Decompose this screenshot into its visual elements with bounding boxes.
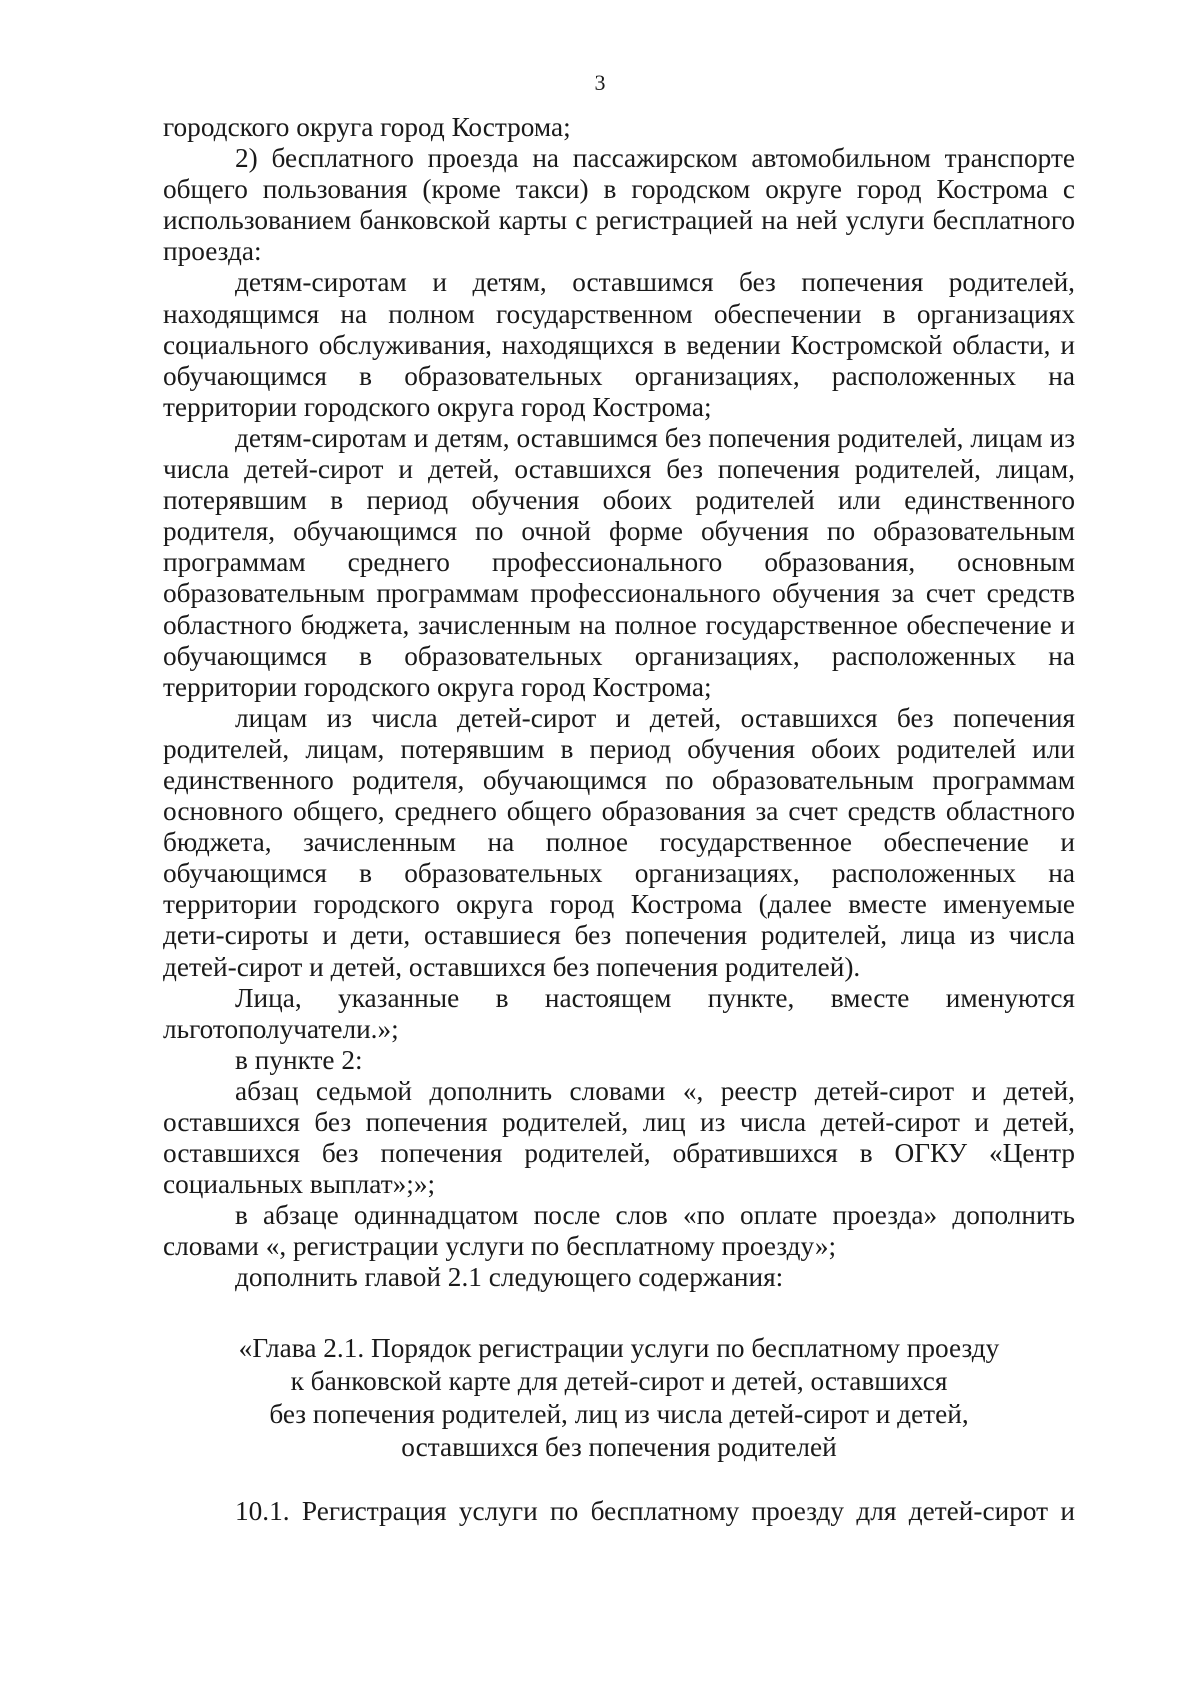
paragraph: 2) бесплатного проезда на пассажирском автомобильном транспорте общего пользования (кроме такси) в городском округе город Кострома с использованием банковской карты с регистрацией на ней услуги бесплатного проезда: — [163, 143, 1075, 267]
page-number: 3 — [594, 70, 606, 95]
chapter-heading-line: к банковской карте для детей-сирот и детей, оставшихся — [290, 1365, 948, 1396]
paragraph-10-1: 10.1. Регистрация услуги по бесплатному проезду для детей-сирот и — [235, 1495, 1075, 1526]
paragraph: городского округа город Кострома; — [163, 112, 571, 142]
chapter-heading — [163, 1332, 1075, 1464]
paragraph: в абзаце одиннадцатом после слов «по оплате проезда» дополнить словами «, регистрации услуги по бесплатному проезду»; — [163, 1200, 1075, 1262]
paragraph: детям-сиротам и детям, оставшимся без попечения родителей, находящимся на полном государственном обеспечении в организациях социального обслуживания, находящихся в ведении Костромской области, и обучающимся в образовательных организациях, расположенных на территории городского округа город Кострома; — [163, 267, 1075, 422]
chapter-heading-line: оставшихся без попечения родителей — [401, 1431, 837, 1462]
paragraph: детям-сиротам и детям, оставшимся без попечения родителей, лицам из числа детей-сирот и детей, оставшихся без попечения родителей, лицам, потерявшим в период обучения обоих родителей или единственного родителя, обучающимся по очной форме обучения по образовательным программам среднего профессионального образования, основным образовательным программам профессионального обучения за счет средств областного бюджета, зачисленным на полное государственное обеспечение и обучающимся в образовательных организациях, расположенных на территории городского округа город Кострома; — [163, 422, 1075, 702]
document-body — [163, 112, 1075, 1527]
paragraph: дополнить главой 2.1 следующего содержания: — [235, 1262, 784, 1293]
paragraph: лицам из числа детей-сирот и детей, оставшихся без попечения родителей, лицам, потерявшим в период обучения обоих родителей или единственного родителя, обучающимся по образовательным программам основного общего, среднего общего образования за счет средств областного бюджета, зачисленным на полное государственное обеспечение и обучающимся в образовательных организациях, расположенных на территории городского округа город Кострома (далее вместе именуемые дети-сироты и дети, оставшиеся без попечения родителей, лица из числа детей-сирот и детей, оставшихся без попечения родителей). — [163, 702, 1075, 982]
paragraph: в пункте 2: — [235, 1044, 363, 1075]
chapter-heading-line: «Глава 2.1. Порядок регистрации услуги по бесплатному проезду — [238, 1332, 1000, 1363]
chapter-heading-line: без попечения родителей, лиц из числа детей-сирот и детей, — [269, 1398, 969, 1429]
paragraph: абзац седьмой дополнить словами «, реестр детей-сирот и детей, оставшихся без попечения родителей, лиц из числа детей-сирот и детей, оставшихся без попечения родителей, обратившихся в ОГКУ «Центр социальных выплат»;»; — [163, 1075, 1075, 1200]
paragraph: Лица, указанные в настоящем пункте, вместе именуются льготополучатели.»; — [163, 982, 1075, 1044]
